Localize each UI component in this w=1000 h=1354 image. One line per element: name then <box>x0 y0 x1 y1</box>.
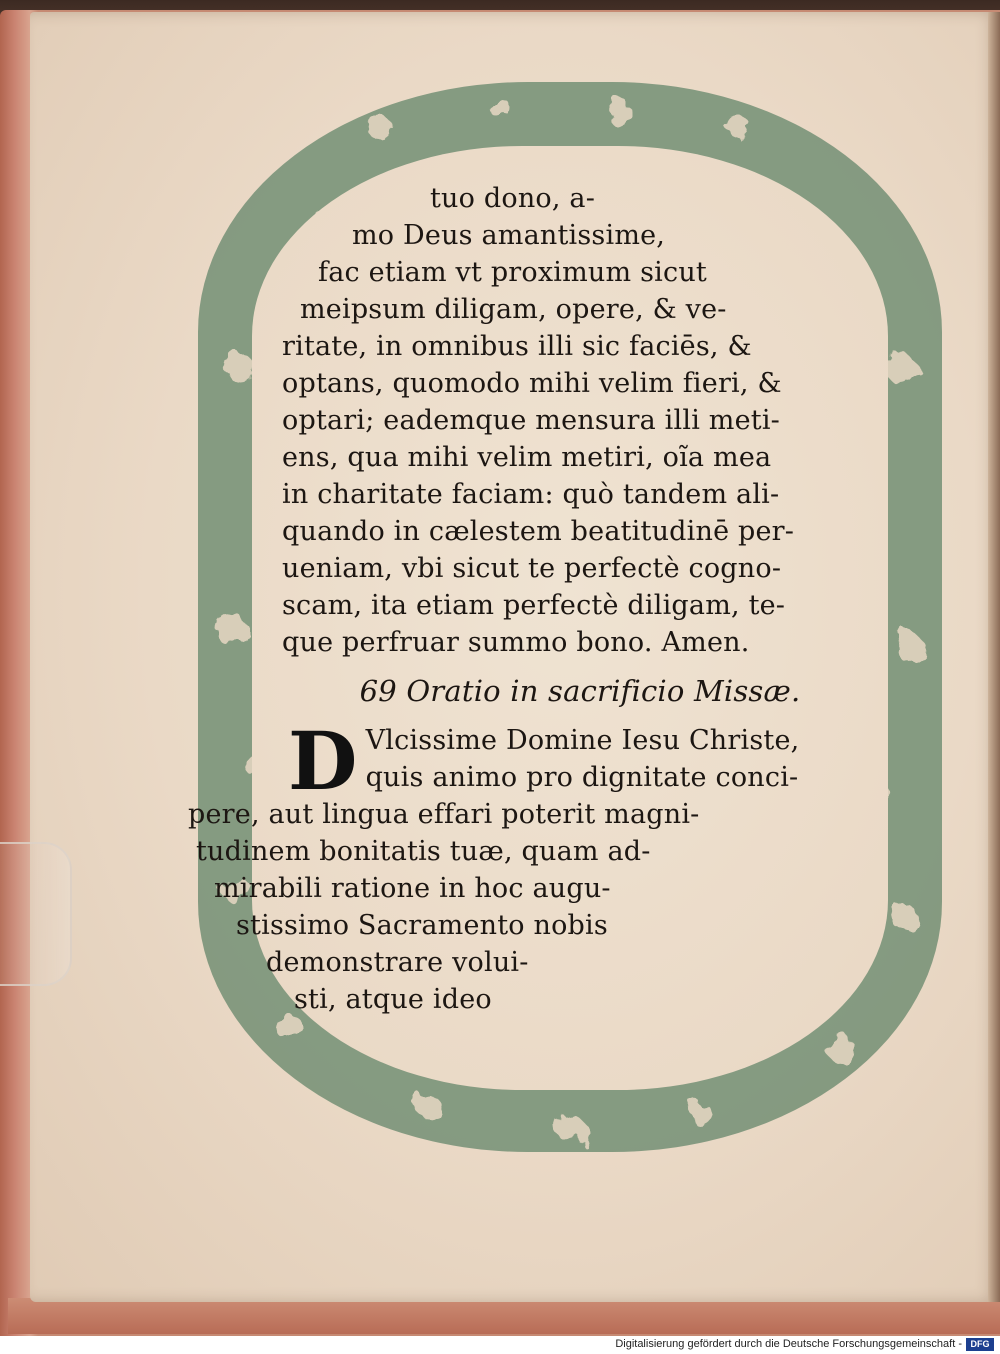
text-line: quis animo pro dignitate conci- <box>365 762 799 793</box>
text-line: scam, ita etiam perfectè diligam, te- <box>282 590 786 621</box>
text-line: in charitate faciam: quò tandem ali- <box>282 479 780 510</box>
dfg-logo: DFG <box>966 1338 994 1351</box>
text-line: pere, aut lingua effari poterit magni- <box>188 799 700 830</box>
section-heading: 69 Oratio in sacrificio Missæ. <box>359 674 801 708</box>
text-line: tudinem bonitatis tuæ, quam ad- <box>196 836 651 867</box>
text-line: mo Deus amantissime, <box>352 220 666 251</box>
drop-cap: D <box>288 714 358 808</box>
text-line: mirabili ratione in hoc augu- <box>214 873 611 904</box>
text-line: sti, atque ideo <box>294 984 492 1015</box>
page-text-block <box>188 180 890 1018</box>
footer-credit: Digitalisierung gefördert durch die Deutsche Forschungsgemeinschaft - <box>615 1338 962 1350</box>
text-line: que perfruar summo bono. Amen. <box>282 627 750 658</box>
page-gutter-shadow <box>988 12 1000 1302</box>
text-line: meipsum diligam, opere, & ve- <box>300 294 727 325</box>
text-line: Vlcissime Domine Iesu Christe, <box>365 725 800 756</box>
text-line: tuo dono, a- <box>430 183 596 214</box>
prayer-continuation <box>270 180 890 661</box>
digitization-footer <box>0 1336 1000 1354</box>
text-line: optari; eademque mensura illi meti- <box>282 405 780 436</box>
text-line: ueniam, vbi sicut te perfectè cogno- <box>282 553 782 584</box>
text-line: fac etiam vt proximum sicut <box>318 257 707 288</box>
text-line: ritate, in omnibus illi sic faciēs, & <box>282 331 752 362</box>
text-line: stissimo Sacramento nobis <box>236 910 608 941</box>
text-line: optans, quomodo mihi velim fieri, & <box>282 368 782 399</box>
text-line: demonstrare volui- <box>266 947 529 978</box>
prayer-oratio <box>188 714 890 1018</box>
book-bottom-edge <box>8 1298 1000 1334</box>
clasp-reflection <box>0 842 72 986</box>
text-line: ens, qua mihi velim metiri, oĩa mea <box>282 442 772 473</box>
text-line: quando in cælestem beatitudinē per- <box>282 516 795 547</box>
